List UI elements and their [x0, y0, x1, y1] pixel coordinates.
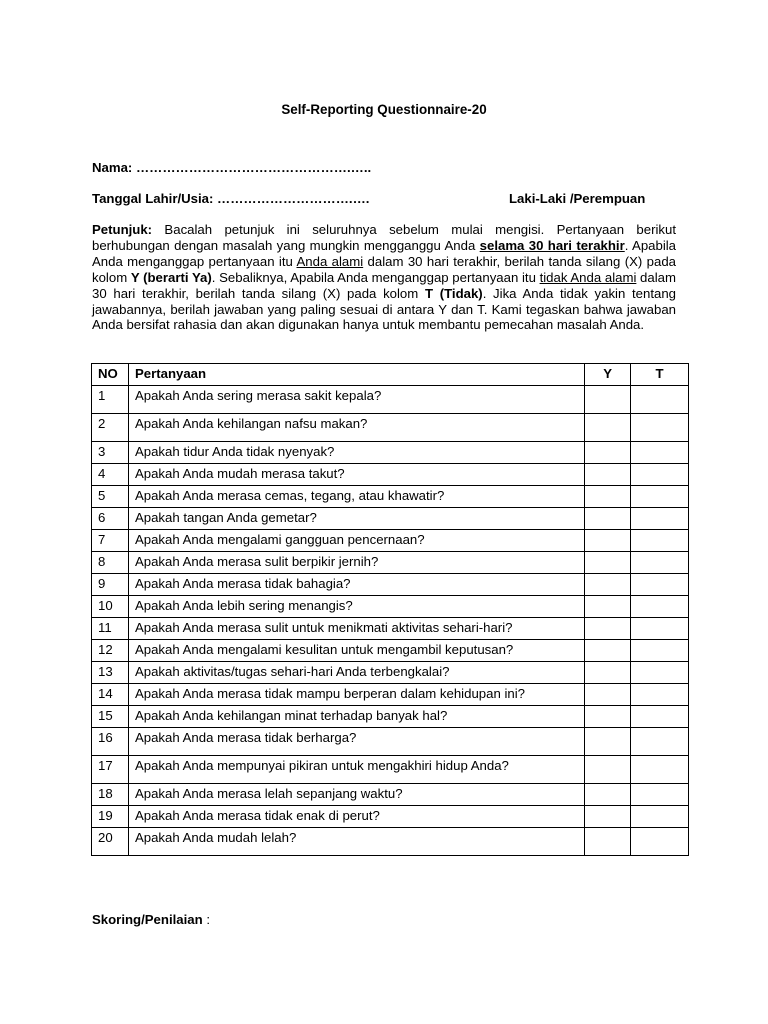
question-text: Apakah Anda mengalami kesulitan untuk mengambil keputusan? [128, 640, 584, 662]
question-text: Apakah tangan Anda gemetar? [128, 508, 584, 530]
answer-no-cell[interactable] [631, 386, 689, 414]
answer-no-cell[interactable] [631, 756, 689, 784]
answer-yes-cell[interactable] [585, 552, 631, 574]
answer-no-cell[interactable] [631, 530, 689, 552]
row-number: 19 [92, 806, 129, 828]
table-header-row [92, 364, 689, 386]
table-row [92, 828, 689, 856]
answer-yes-cell[interactable] [585, 828, 631, 856]
instructions-text: . Sebaliknya, Apabila Anda menganggap pertanyaan itu [211, 269, 540, 285]
row-number: 17 [92, 756, 129, 784]
row-number: 9 [92, 574, 129, 596]
answer-no-cell[interactable] [631, 464, 689, 486]
row-number: 15 [92, 706, 129, 728]
question-text: Apakah Anda merasa tidak bahagia? [128, 574, 584, 596]
table-row [92, 784, 689, 806]
instructions-underline: Anda alami [296, 253, 364, 269]
document-title: Self-Reporting Questionnaire-20 [281, 102, 487, 117]
answer-no-cell[interactable] [631, 574, 689, 596]
question-text: Apakah Anda mempunyai pikiran untuk mengakhiri hidup Anda? [128, 756, 584, 784]
answer-no-cell[interactable] [631, 640, 689, 662]
questionnaire-table [91, 363, 689, 856]
question-text: Apakah Anda merasa cemas, tegang, atau khawatir? [128, 486, 584, 508]
answer-yes-cell[interactable] [585, 640, 631, 662]
row-number: 6 [92, 508, 129, 530]
answer-no-cell[interactable] [631, 662, 689, 684]
table-row [92, 756, 689, 784]
question-text: Apakah Anda lebih sering menangis? [128, 596, 584, 618]
row-number: 1 [92, 386, 129, 414]
row-number: 3 [92, 442, 129, 464]
answer-no-cell[interactable] [631, 508, 689, 530]
scoring-label [92, 912, 210, 927]
row-number: 4 [92, 464, 129, 486]
answer-yes-cell[interactable] [585, 728, 631, 756]
table-row [92, 464, 689, 486]
instructions-text: dalam 30 hari terakhir, berilah tanda silang (X) pada kolom [92, 269, 676, 301]
table-row [92, 618, 689, 640]
answer-no-cell[interactable] [631, 728, 689, 756]
answer-no-cell[interactable] [631, 442, 689, 464]
table-row [92, 640, 689, 662]
instructions-lead: Petunjuk: [92, 222, 153, 237]
answer-no-cell[interactable] [631, 784, 689, 806]
answer-no-cell[interactable] [631, 706, 689, 728]
row-number: 20 [92, 828, 129, 856]
row-number: 13 [92, 662, 129, 684]
answer-yes-cell[interactable] [585, 662, 631, 684]
question-text: Apakah Anda kehilangan minat terhadap banyak hal? [128, 706, 584, 728]
instructions-text: Bacalah petunjuk ini seluruhnya sebelum mulai mengisi. Pertanyaan berikut berhubungan dengan masalah yang mungkin mengganggu Anda [92, 222, 676, 253]
answer-yes-cell[interactable] [585, 442, 631, 464]
row-number: 2 [92, 414, 129, 442]
answer-yes-cell[interactable] [585, 464, 631, 486]
instructions-emphasis: selama 30 hari terakhir [479, 237, 625, 253]
table-row [92, 552, 689, 574]
answer-yes-cell[interactable] [585, 784, 631, 806]
header-yes: Y [585, 364, 631, 386]
question-text: Apakah Anda mudah merasa takut? [128, 464, 584, 486]
question-text: Apakah Anda merasa tidak mampu berperan dalam kehidupan ini? [128, 684, 584, 706]
birthdate-age-field: Tanggal Lahir/Usia: ………………………….…. [92, 191, 370, 206]
row-number: 7 [92, 530, 129, 552]
table-row [92, 508, 689, 530]
instructions-underline: tidak Anda alami [539, 269, 637, 285]
instructions-text: . Jika Anda tidak yakin tentang jawabannya, berilah jawaban yang paling sesuai di antara Y dan T. Kami tegaskan bahwa jawaban Anda bersifat rahasia dan akan digunakan hanya untuk membantu pemecahan masalah Anda. [92, 285, 676, 333]
row-number: 14 [92, 684, 129, 706]
answer-yes-cell[interactable] [585, 706, 631, 728]
row-number: 16 [92, 728, 129, 756]
row-number: 12 [92, 640, 129, 662]
answer-yes-cell[interactable] [585, 596, 631, 618]
gender-field: Laki-Laki /Perempuan [509, 191, 646, 206]
answer-no-cell[interactable] [631, 684, 689, 706]
answer-no-cell[interactable] [631, 828, 689, 856]
table-row [92, 728, 689, 756]
scoring-colon: : [202, 912, 210, 927]
table-row [92, 574, 689, 596]
row-number: 8 [92, 552, 129, 574]
table-row [92, 414, 689, 442]
answer-yes-cell[interactable] [585, 530, 631, 552]
row-number: 11 [92, 618, 129, 640]
row-number: 5 [92, 486, 129, 508]
answer-no-cell[interactable] [631, 618, 689, 640]
answer-no-cell[interactable] [631, 486, 689, 508]
header-no-answer: T [631, 364, 689, 386]
answer-no-cell[interactable] [631, 414, 689, 442]
question-text: Apakah Anda merasa tidak berharga? [128, 728, 584, 756]
header-question: Pertanyaan [128, 364, 584, 386]
table-row [92, 684, 689, 706]
name-field: Nama: ………………………………………….….. [92, 160, 372, 175]
table-row [92, 706, 689, 728]
question-text: Apakah Anda merasa sulit berpikir jernih? [128, 552, 584, 574]
instructions-text: dalam 30 hari terakhir, berilah tanda silang (X) pada kolom [92, 253, 676, 285]
question-text: Apakah Anda merasa tidak enak di perut? [128, 806, 584, 828]
header-no: NO [92, 364, 129, 386]
question-text: Apakah Anda merasa lelah sepanjang waktu? [128, 784, 584, 806]
answer-yes-cell[interactable] [585, 486, 631, 508]
instructions-emphasis: T (Tidak) [424, 285, 483, 301]
answer-yes-cell[interactable] [585, 618, 631, 640]
answer-no-cell[interactable] [631, 806, 689, 828]
question-text: Apakah Anda merasa sulit untuk menikmati aktivitas sehari-hari? [128, 618, 584, 640]
table-row [92, 530, 689, 552]
answer-yes-cell[interactable] [585, 806, 631, 828]
row-number: 18 [92, 784, 129, 806]
question-text: Apakah Anda mudah lelah? [128, 828, 584, 856]
answer-yes-cell[interactable] [585, 684, 631, 706]
table-row [92, 486, 689, 508]
question-text: Apakah Anda mengalami gangguan pencernaan? [128, 530, 584, 552]
question-text: Apakah tidur Anda tidak nyenyak? [128, 442, 584, 464]
row-number: 10 [92, 596, 129, 618]
instructions-emphasis: Y (berarti Ya) [130, 269, 212, 285]
instructions-paragraph [92, 222, 676, 333]
table-row [92, 442, 689, 464]
instructions-text: . Apabila Anda menganggap pertanyaan itu [92, 237, 677, 269]
answer-no-cell[interactable] [631, 596, 689, 618]
table-row [92, 806, 689, 828]
table-row [92, 662, 689, 684]
question-text: Apakah Anda kehilangan nafsu makan? [128, 414, 584, 442]
table-row [92, 596, 689, 618]
answer-yes-cell[interactable] [585, 386, 631, 414]
answer-no-cell[interactable] [631, 552, 689, 574]
answer-yes-cell[interactable] [585, 508, 631, 530]
question-text: Apakah Anda sering merasa sakit kepala? [128, 386, 584, 414]
answer-yes-cell[interactable] [585, 574, 631, 596]
scoring-title: Skoring/Penilaian [92, 912, 203, 927]
answer-yes-cell[interactable] [585, 414, 631, 442]
answer-yes-cell[interactable] [585, 756, 631, 784]
table-row [92, 386, 689, 414]
question-text: Apakah aktivitas/tugas sehari-hari Anda terbengkalai? [128, 662, 584, 684]
